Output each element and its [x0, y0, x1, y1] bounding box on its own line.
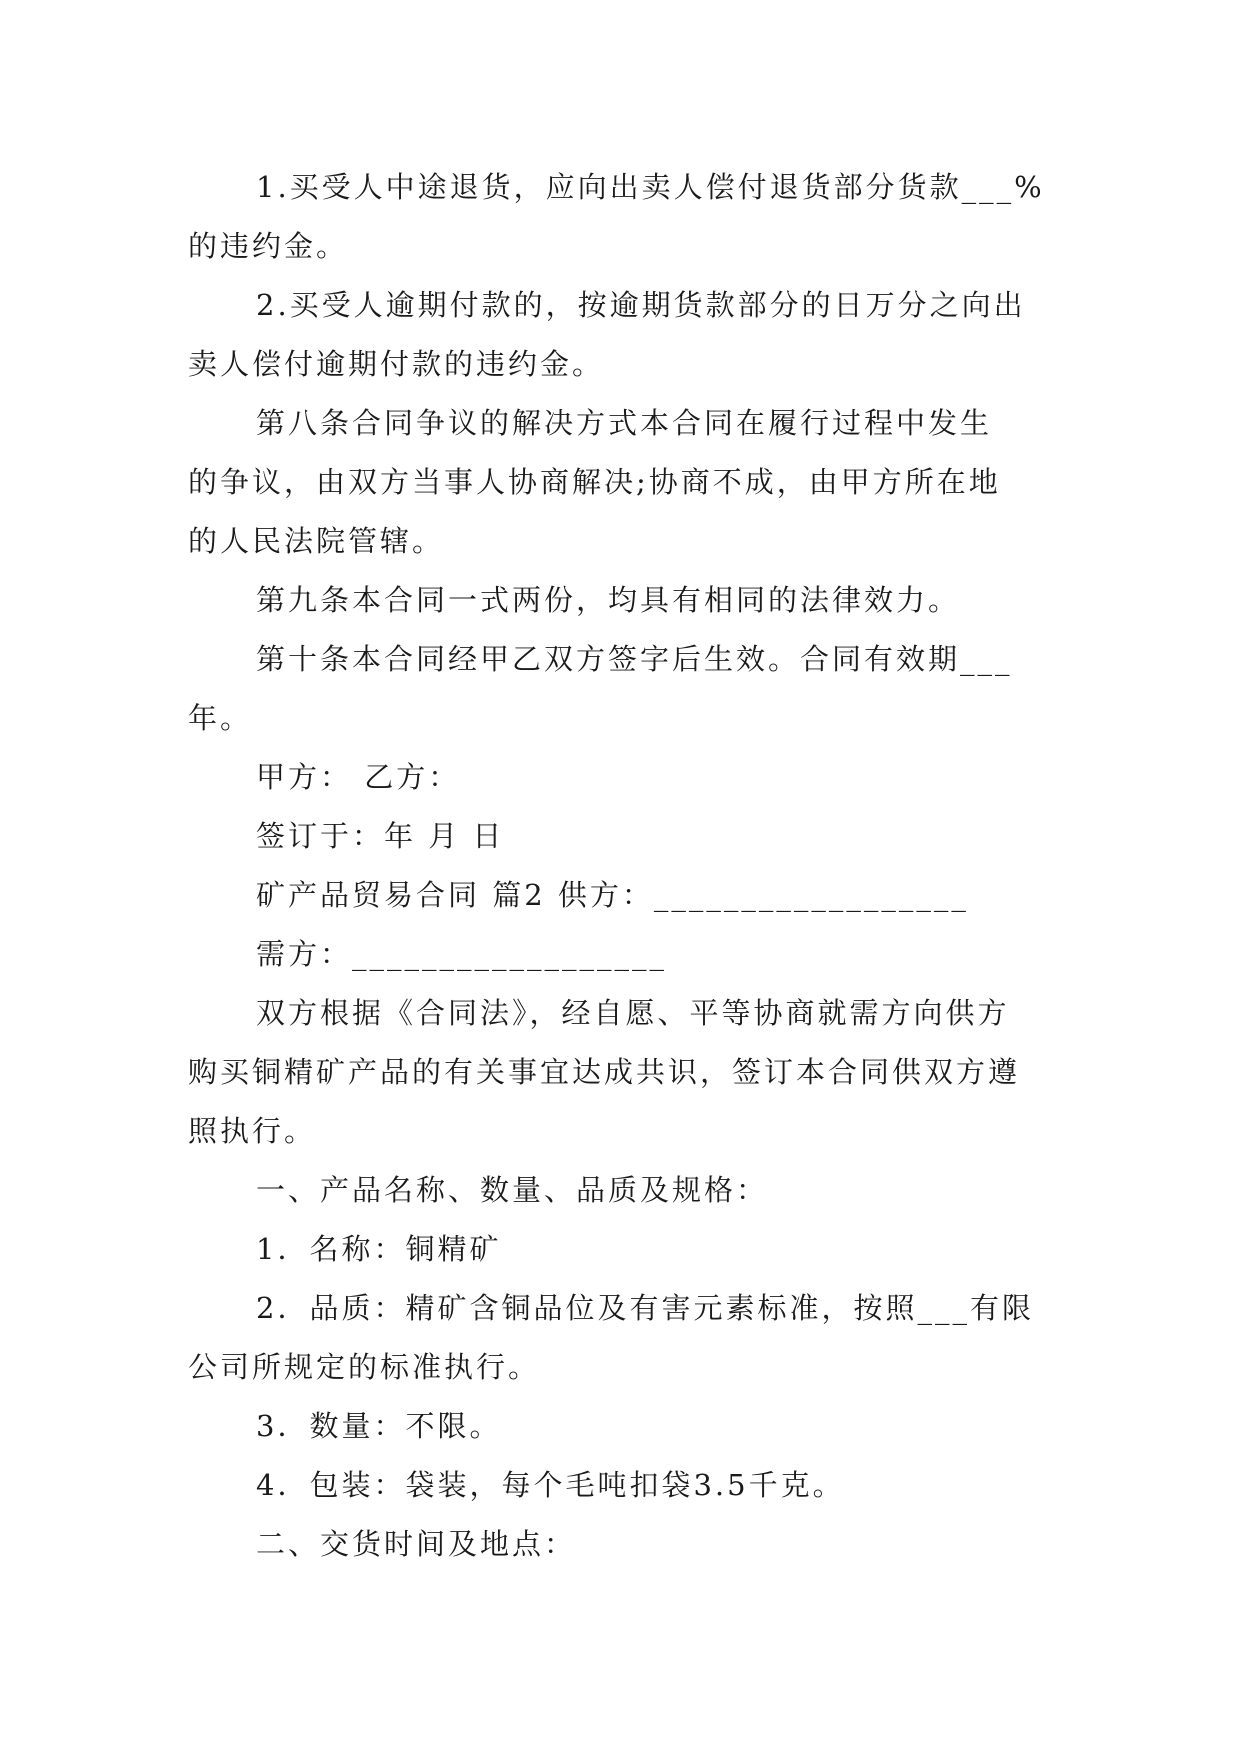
clause-8-line-3: 的人民法院管辖。 — [188, 524, 445, 558]
preamble-line-1: 双方根据《合同法》，经自愿、平等协商就需方向供方 — [256, 996, 1010, 1030]
section-1-item-3: 3．数量：不限。 — [256, 1409, 502, 1443]
clause-7-item-1-line-1: 1.买受人中途退货，应向出卖人偿付退货部分货款___% — [256, 170, 1045, 204]
section-1-item-1: 1．名称：铜精矿 — [256, 1232, 502, 1266]
signing-date-line: 签订于：年 月 日 — [256, 819, 505, 853]
contract-2-heading-supplier: 矿产品贸易合同 篇2 供方：__________________ — [256, 878, 969, 912]
clause-8-line-1: 第八条合同争议的解决方式本合同在履行过程中发生 — [256, 406, 993, 440]
preamble-line-3: 照执行。 — [188, 1114, 317, 1148]
preamble-line-2: 购买铜精矿产品的有关事宜达成共识，签订本合同供双方遵 — [188, 1055, 1021, 1089]
clause-7-item-2-line-1: 2.买受人逾期付款的，按逾期货款部分的日万分之向出 — [256, 288, 1026, 322]
section-1-item-2-line-2: 公司所规定的标准执行。 — [188, 1350, 541, 1384]
clause-10-line-2: 年。 — [188, 701, 253, 735]
section-1-item-4: 4．包装：袋装，每个毛吨扣袋3.5千克。 — [256, 1468, 845, 1502]
clause-8-line-2: 的争议，由双方当事人协商解决;协商不成，由甲方所在地 — [188, 465, 1001, 499]
buyer-line: 需方：__________________ — [256, 937, 668, 971]
section-1-item-2-line-1: 2．品质：精矿含铜品位及有害元素标准，按照___有限 — [256, 1291, 1034, 1325]
clause-10-line-1: 第十条本合同经甲乙双方签字后生效。合同有效期___ — [256, 642, 1013, 676]
party-signature-line: 甲方： 乙方： — [256, 760, 461, 794]
section-2-heading: 二、交货时间及地点： — [256, 1527, 577, 1561]
section-1-heading: 一、产品名称、数量、品质及规格： — [256, 1173, 769, 1207]
clause-7-item-2-line-2: 卖人偿付逾期付款的违约金。 — [188, 347, 605, 381]
clause-7-item-1-line-2: 的违约金。 — [188, 229, 349, 263]
clause-9-line: 第九条本合同一式两份，均具有相同的法律效力。 — [256, 583, 961, 617]
